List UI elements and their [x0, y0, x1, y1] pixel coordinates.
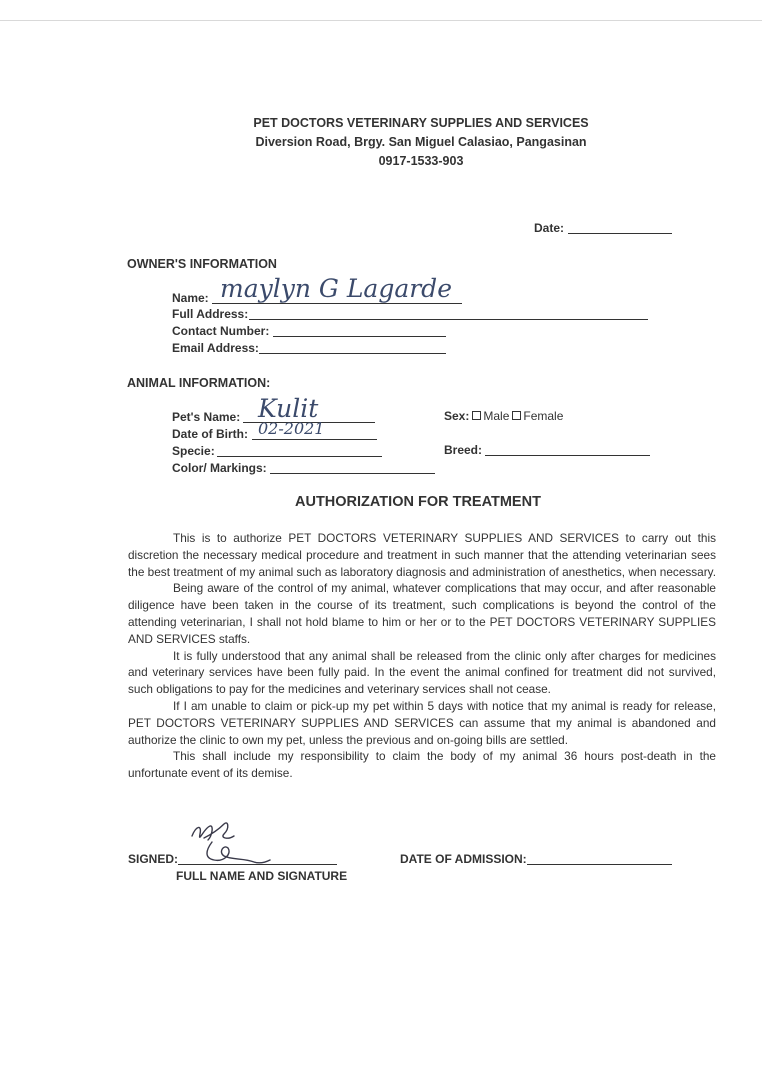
date-of-admission-field[interactable] — [527, 864, 672, 865]
authorization-body — [128, 530, 716, 782]
date-label: Date: — [534, 221, 565, 235]
dob-label: Date of Birth: — [172, 427, 248, 441]
clinic-name: PET DOCTORS VETERINARY SUPPLIES AND SERVICES — [253, 116, 589, 130]
dob-field[interactable] — [252, 439, 377, 440]
contact-field[interactable] — [273, 336, 446, 337]
pet-name-label: Pet's Name: — [172, 410, 241, 424]
owner-name-label: Name: — [172, 291, 209, 305]
authorization-title: AUTHORIZATION FOR TREATMENT — [295, 494, 541, 510]
pet-name-handwriting: Kulit — [258, 394, 319, 423]
sex-label: Sex: — [444, 409, 470, 423]
owner-name-field[interactable] — [212, 303, 462, 304]
female-checkbox[interactable] — [512, 411, 521, 420]
dob-handwriting: 02-2021 — [258, 419, 325, 438]
clinic-address: Diversion Road, Brgy. San Miguel Calasiao, Pangasinan — [255, 135, 587, 149]
paragraph-4: If I am unable to claim or pick-up my pet within 5 days with notice that my animal is ready for release, PET DOCTORS VETERINARY SUPPLIES AND SERVICES can assume that my animal is abandoned and authorize the clinic to own my pet, unless the previous and on-going bills are settled. — [128, 698, 716, 747]
date-of-admission-label: DATE OF ADMISSION: — [400, 852, 527, 866]
address-label: Full Address: — [172, 307, 249, 321]
handwritten-signature-icon — [184, 816, 274, 872]
paragraph-3: It is fully understood that any animal shall be released from the clinic only after charges for medicines and veterinary services have been fully paid. In the event the animal confined for treatment did not survived, such obligations to pay for the medicines and veterinary services shall not cease. — [128, 648, 716, 697]
scan-edge-line — [0, 20, 762, 21]
date-field[interactable] — [568, 233, 672, 234]
male-checkbox[interactable] — [472, 411, 481, 420]
breed-field[interactable] — [485, 455, 650, 456]
animal-section-title: ANIMAL INFORMATION: — [127, 376, 271, 390]
contact-label: Contact Number: — [172, 324, 270, 338]
paragraph-5: This shall include my responsibility to claim the body of my animal 36 hours post-death in the unfortunate event of its demise. — [128, 749, 716, 781]
color-label: Color/ Markings: — [172, 461, 267, 475]
signature-caption: FULL NAME AND SIGNATURE — [176, 869, 348, 883]
owner-name-handwriting: maylyn G Lagarde — [220, 274, 452, 303]
signed-label: SIGNED: — [128, 852, 179, 866]
specie-field[interactable] — [217, 456, 382, 457]
specie-label: Specie: — [172, 444, 215, 458]
paragraph-2: Being aware of the control of my animal, whatever complications that may occur, and after reasonable diligence have been taken in the course of its treatment, such complications is beyond the control of the attending veterinarian, I shall not hold blame to him or her or to the PET DOCTORS VETERINARY SUPPLIES AND SERVICES staffs. — [128, 581, 716, 646]
paragraph-1: This is to authorize PET DOCTORS VETERINARY SUPPLIES AND SERVICES to carry out this discretion the necessary medical procedure and treatment in such manner that the attending veterinarian sees the best treatment of my animal such as laboratory diagnosis and administration of anesthetics, when necessary. — [128, 531, 716, 579]
sex-row — [444, 409, 563, 423]
email-label: Email Address: — [172, 341, 259, 355]
email-field[interactable] — [259, 353, 446, 354]
color-field[interactable] — [270, 473, 435, 474]
breed-label: Breed: — [444, 443, 483, 457]
female-label: Female — [523, 409, 564, 423]
address-field[interactable] — [249, 319, 648, 320]
owner-section-title: OWNER'S INFORMATION — [127, 257, 277, 271]
clinic-phone: 0917-1533-903 — [378, 154, 464, 168]
male-label: Male — [483, 409, 510, 423]
